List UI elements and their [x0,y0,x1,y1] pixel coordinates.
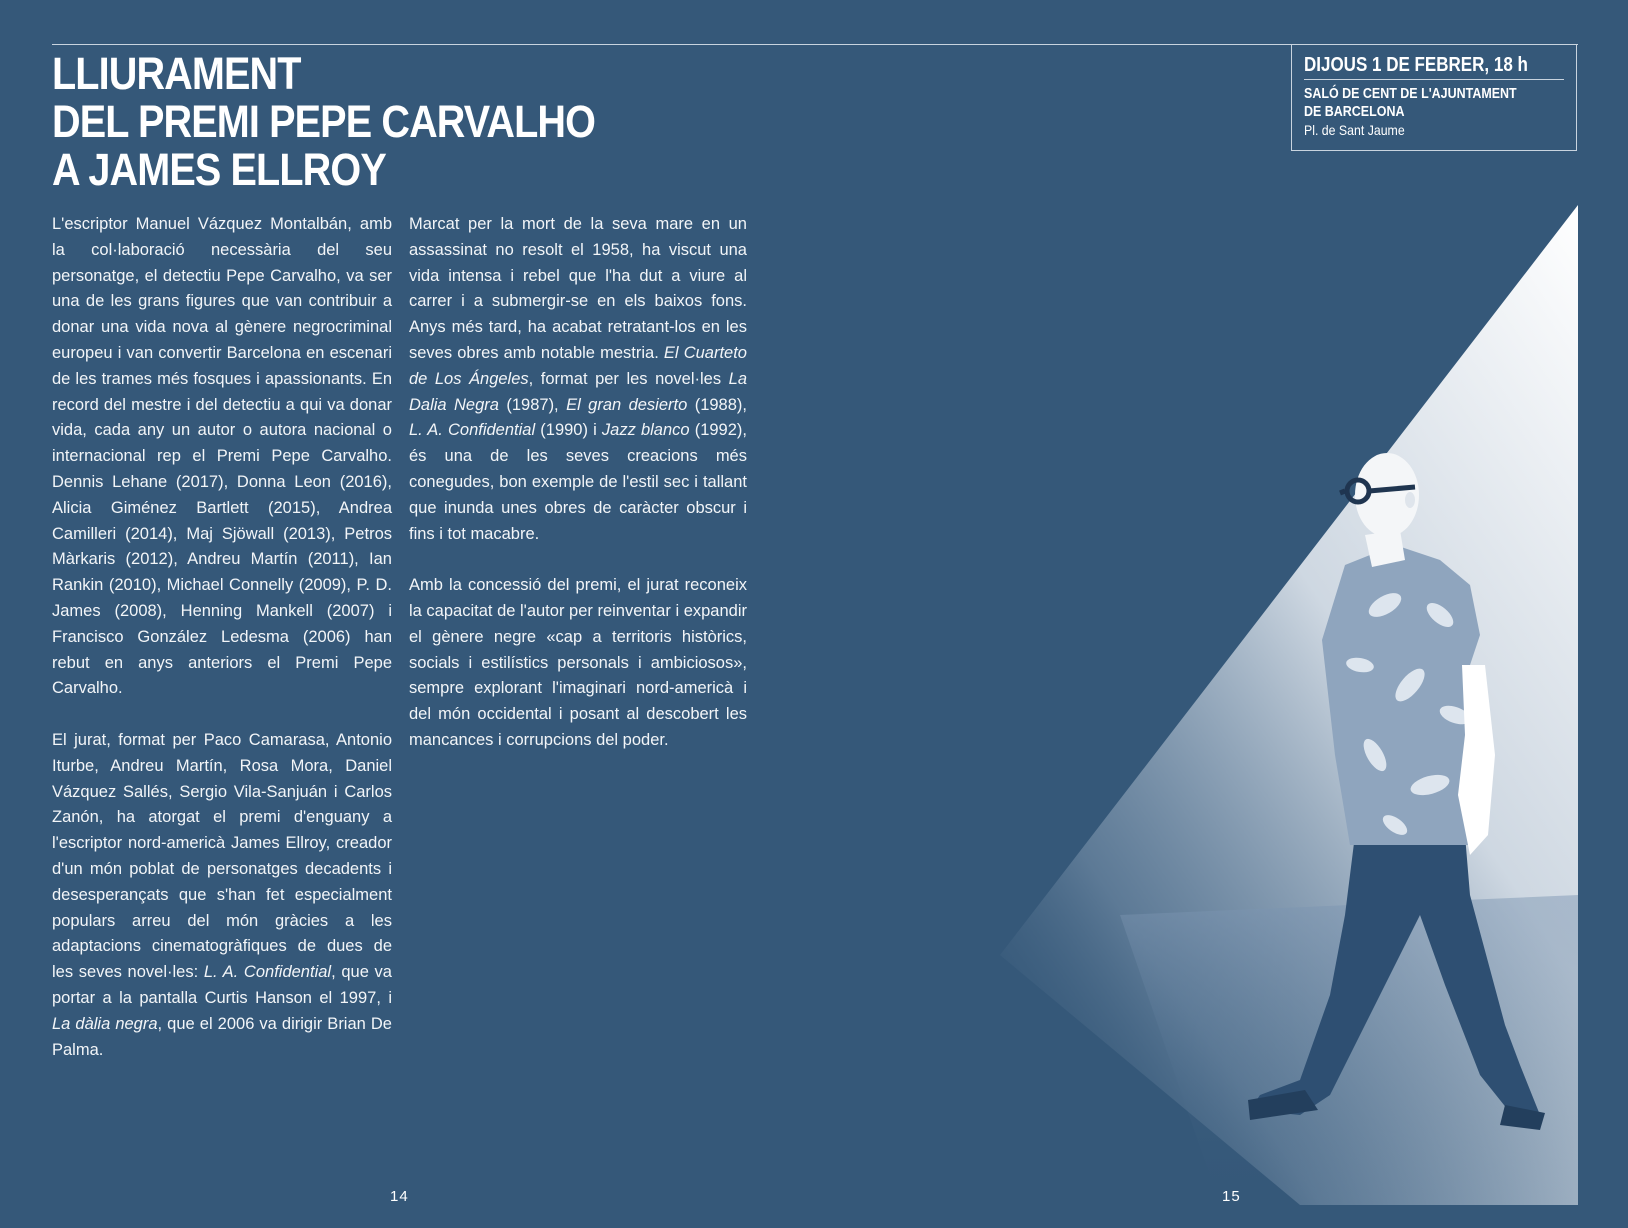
text-run: , que el 2006 va dirigir Brian De Palma. [52,1014,392,1059]
text-run: , que va portar a la pantalla Curtis Hanson el 1997, i [52,963,392,1007]
event-divider [1304,79,1564,80]
page-number-right: 15 [1222,1188,1241,1205]
book-title: Jazz blanco [601,421,690,440]
event-address: Pl. de Sant Jaume [1304,122,1405,138]
left-text-column [52,212,392,1089]
book-title: L. A. Confidential [409,421,536,440]
book-title: La Dalia Negra [409,369,747,414]
text-run: (1987), [498,395,567,414]
event-venue-line-2: DE BARCELONA [1304,104,1405,120]
text-run: Marcat per la mort de la seva mare en un assassinat no resolt el 1958, ha viscut una vida intensa i rebel que l'ha dut a viure al carrer i a submergir-se en els baixos fons. Anys més tard, ha acabat retratant-los en les seves obres amb notable mestria. [409,215,747,362]
left-paragraph-2 [52,728,392,1063]
right-paragraph-1 [409,212,747,547]
spotlight-walking-man-illustration [1000,195,1600,1205]
text-run: (1988), [687,395,747,414]
right-text-column [409,212,747,780]
page-title [52,50,595,194]
text-run: El jurat, format per Paco Camarasa, Antonio Iturbe, Andreu Martín, Rosa Mora, Daniel Vázquez Sallés, Sergio Vila-Sanjuán i Carlos Zanón, ha atorgat el premi d'enguany a l'escriptor nord-americà James Ellroy, creador d'un món poblat de personatges decadents i desesperançats que s'han fet especialment populars arreu del món gràcies a les adaptacions cinematogràfiques de dues de les seves novel·les: [52,730,392,982]
event-date: DIJOUS 1 DE FEBRER, 18 h [1304,54,1528,76]
title-line-2: DEL PREMI PEPE CARVALHO [52,96,596,147]
page-number-left: 14 [390,1188,409,1205]
book-title: El gran desierto [566,395,688,414]
left-paragraph-1: L'escriptor Manuel Vázquez Montalbán, amb la col·laboració necessària del seu personatge, el detectiu Pepe Carvalho, va ser una de les grans figures que van contribuir a donar una vida nova al gènere negrocriminal europeu i van convertir Barcelona en escenari de les trames més fosques i apassionants. En record del mestre i del detectiu a qui va donar vida, cada any un autor o autora nacional o internacional rep el Premi Pepe Carvalho. Dennis Lehane (2017), Donna Leon (2016), Alicia Giménez Bartlett (2015), Andrea Camilleri (2014), Maj Sjöwall (2013), Petros Màrkaris (2012), Andreu Martín (2011), Ian Rankin (2010), Michael Connelly (2009), P. D. James (2008), Henning Mankell (2007) i Francisco González Ledesma (2006) han rebut en anys anteriors el Premi Pepe Carvalho. [52,215,392,698]
event-info-box [1291,44,1577,151]
text-run: , format per les novel·les [528,369,729,388]
text-run: (1990) i [535,421,602,440]
man-ear [1405,492,1415,508]
book-title: El Cuarteto de Los Ángeles [409,343,747,388]
title-line-1: LLIURAMENT [52,48,301,99]
event-venue-line-1: SALÓ DE CENT DE L'AJUNTAMENT [1304,86,1517,102]
book-title: L. A. Confidential [203,963,332,982]
right-paragraph-2: Amb la concessió del premi, el jurat reconeix la capacitat de l'autor per reinventar i expandir el gènere negre «cap a territoris històrics, socials i estilístics personals i ambiciosos», sempre explorant l'imaginari nord-americà i del món occidental i posant al descobert les mancances i corrupcions del poder. [409,576,747,749]
title-line-3: A JAMES ELLROY [52,144,386,195]
text-run: (1992), és una de les seves creacions més conegudes, bon exemple de l'estil sec i tallant que inunda unes obres de caràcter obscur i fins i tot macabre. [409,421,747,543]
book-title: La dàlia negra [52,1014,158,1033]
